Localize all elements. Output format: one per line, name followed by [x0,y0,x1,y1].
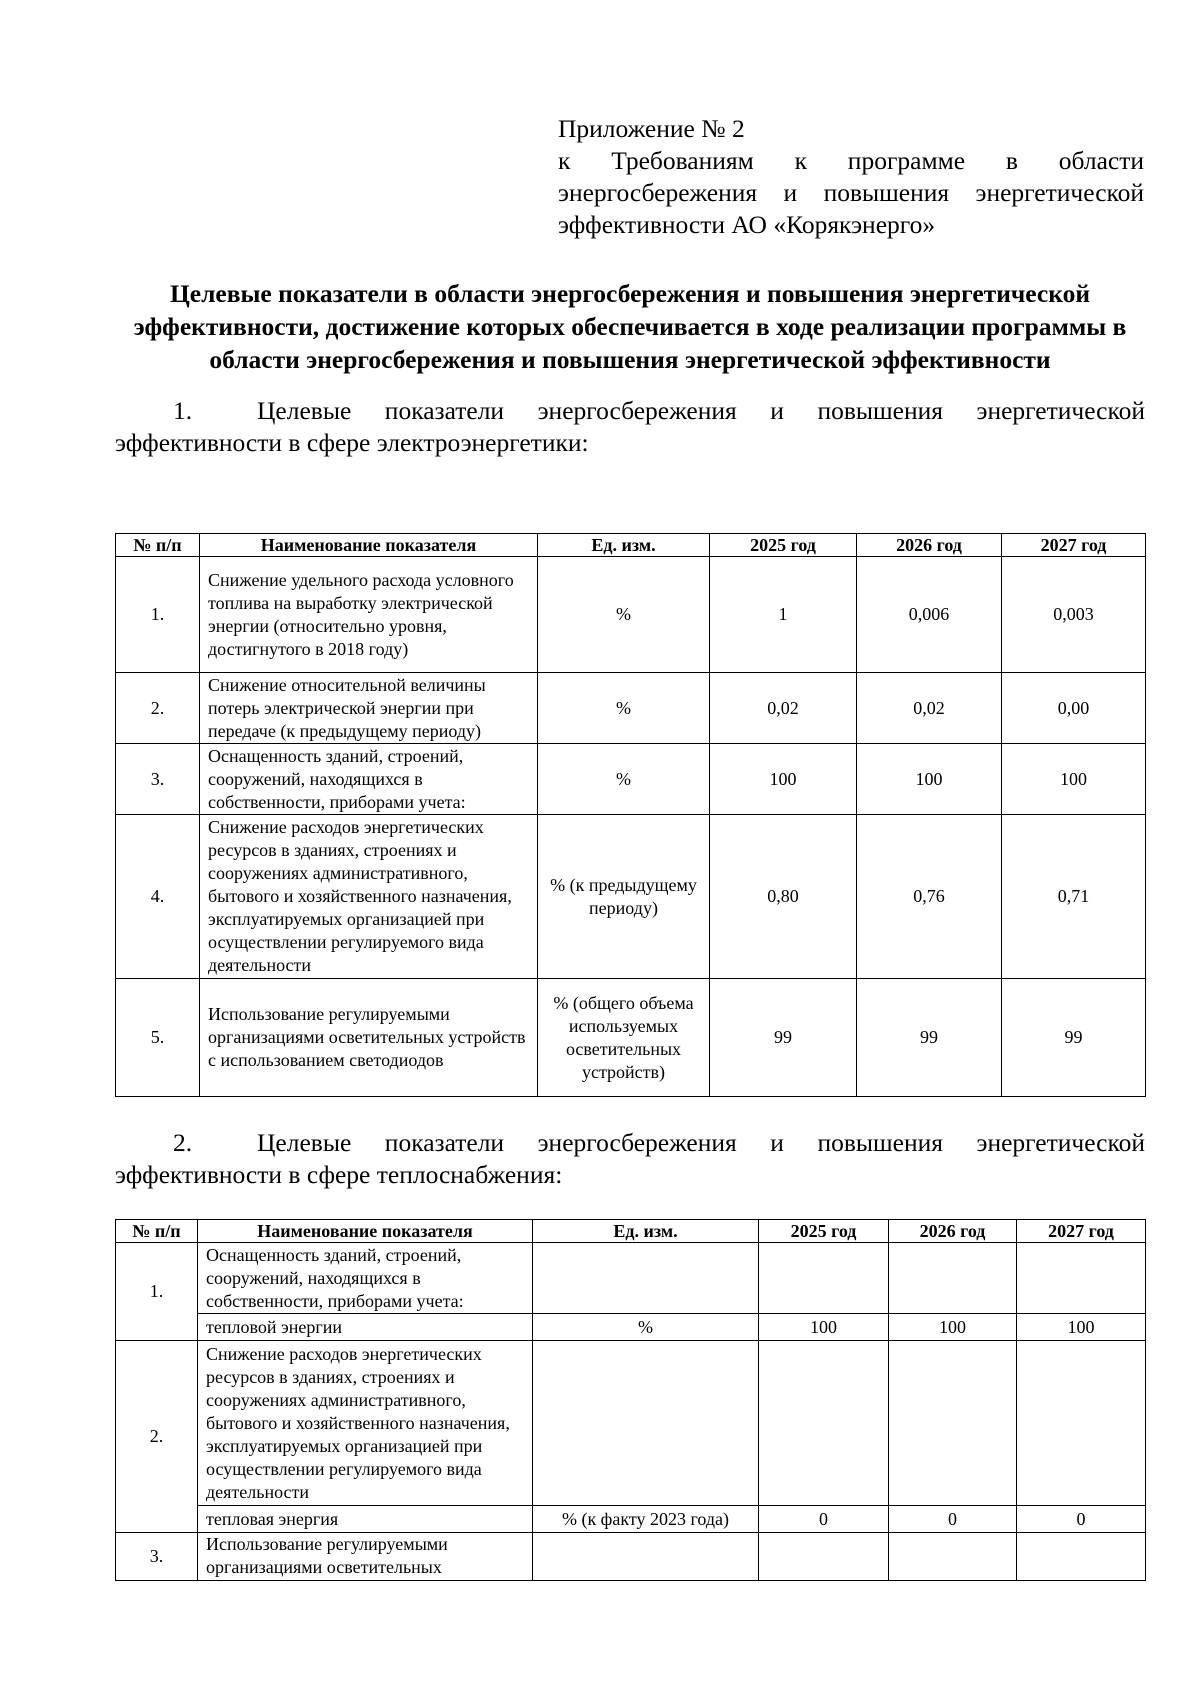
value-2026: 100 [857,744,1002,815]
unit-cell: % (к факту 2023 года) [533,1506,759,1533]
header-2025: 2025 год [710,534,857,557]
document-title: Целевые показатели в области энергосбережения и повышения энергетической эффективности, достижение которых обеспечивается в ходе реализации программы в области энергосбережения и повышения энергетической эффективности [133,279,1127,374]
header-2026: 2026 год [857,534,1002,557]
header-number: № п/п [116,1220,198,1243]
value-2025-empty [759,1533,889,1581]
indicator-name: Оснащенность зданий, строений, сооружений, находящихся в собственности, приборами учета: [198,1243,533,1314]
unit-cell-empty [533,1243,759,1314]
value-2026: 0 [889,1506,1017,1533]
row-number: 4. [116,815,200,979]
table-row [116,1341,1146,1506]
value-2027: 99 [1002,979,1146,1097]
row-number: 2. [116,1341,198,1533]
section-1-number: 1. [173,396,193,425]
value-2026-empty [889,1341,1017,1506]
value-2027: 100 [1002,744,1146,815]
table-row [116,1243,1146,1314]
header-2027: 2027 год [1002,534,1146,557]
header-unit: Ед. изм. [538,534,710,557]
value-2025: 99 [710,979,857,1097]
table-row [116,1533,1146,1581]
header-number: № п/п [116,534,200,557]
table-row [116,815,1146,979]
unit-cell: % (к предыдущему периоду) [538,815,710,979]
value-2025-empty [759,1243,889,1314]
value-2026: 0,76 [857,815,1002,979]
electric-indicators-table [115,533,1146,1097]
row-number: 1. [116,1243,198,1341]
value-2026: 100 [889,1314,1017,1341]
row-number: 3. [116,1533,198,1581]
value-2026: 0,02 [857,673,1002,744]
header-2025: 2025 год [759,1220,889,1243]
appendix-reference: к Требованиям к программе в области энергосбережения и повышения энергетической эффективности АО «Корякэнерго» [558,146,1144,239]
value-2026-empty [889,1533,1017,1581]
value-2025: 100 [759,1314,889,1341]
row-number: 3. [116,744,200,815]
value-2025: 0 [759,1506,889,1533]
indicator-name: Использование регулируемыми организациями осветительных устройств с использованием светодиодов [200,979,538,1097]
value-2025-empty [759,1341,889,1506]
unit-cell-empty [533,1533,759,1581]
table-row [116,673,1146,744]
header-name: Наименование показателя [198,1220,533,1243]
heat-indicators-table [115,1219,1146,1581]
indicator-name: Снижение расходов энергетических ресурсов в зданиях, строениях и сооружениях административного, бытового и хозяйственного назначения, эксплуатируемых организацией при осуществлении регулируемого вида деятельности [200,815,538,979]
table-row [116,744,1146,815]
value-2027: 0,003 [1002,557,1146,673]
header-name: Наименование показателя [200,534,538,557]
header-unit: Ед. изм. [533,1220,759,1243]
section-1-text: Целевые показатели энергосбережения и повышения энергетической эффективности в сфере электроэнергетики: [115,396,1145,457]
indicator-name: Снижение удельного расхода условного топлива на выработку электрической энергии (относительно уровня, достигнутого в 2018 году) [200,557,538,673]
unit-cell: % [538,673,710,744]
value-2026: 0,006 [857,557,1002,673]
value-2027: 100 [1017,1314,1146,1341]
unit-cell: % [538,557,710,673]
sub-indicator-name: тепловой энергии [198,1314,533,1341]
table-header-row [116,1220,1146,1243]
section-2-heading [115,1127,1145,1191]
section-1-heading [115,395,1145,459]
appendix-block [558,113,1144,241]
value-2025: 0,80 [710,815,857,979]
unit-cell: % [533,1314,759,1341]
table-subrow [116,1506,1146,1533]
unit-cell: % (общего объема используемых осветительных устройств) [538,979,710,1097]
table-header-row [116,534,1146,557]
indicator-name: Оснащенность зданий, строений, сооружений, находящихся в собственности, приборами учета: [200,744,538,815]
appendix-title: Приложение № 2 [558,114,745,143]
value-2027: 0,71 [1002,815,1146,979]
value-2025: 1 [710,557,857,673]
value-2025: 0,02 [710,673,857,744]
value-2025: 100 [710,744,857,815]
header-2026: 2026 год [889,1220,1017,1243]
value-2026: 99 [857,979,1002,1097]
row-number: 1. [116,557,200,673]
header-2027: 2027 год [1017,1220,1146,1243]
value-2027-empty [1017,1533,1146,1581]
row-number: 2. [116,673,200,744]
row-number: 5. [116,979,200,1097]
indicator-name: Использование регулируемыми организациями осветительных [198,1533,533,1581]
unit-cell-empty [533,1341,759,1506]
value-2027: 0,00 [1002,673,1146,744]
table-subrow [116,1314,1146,1341]
indicator-name: Снижение относительной величины потерь электрической энергии при передаче (к предыдущему периоду) [200,673,538,744]
table-row [116,979,1146,1097]
indicator-name: Снижение расходов энергетических ресурсов в зданиях, строениях и сооружениях административного, бытового и хозяйственного назначения, эксплуатируемых организацией при осуществлении регулируемого вида деятельности [198,1341,533,1506]
unit-cell: % [538,744,710,815]
section-2-text: Целевые показатели энергосбережения и повышения энергетической эффективности в сфере теплоснабжения: [115,1128,1145,1189]
sub-indicator-name: тепловая энергия [198,1506,533,1533]
value-2027-empty [1017,1243,1146,1314]
value-2027: 0 [1017,1506,1146,1533]
table-row [116,557,1146,673]
value-2027-empty [1017,1341,1146,1506]
section-2-number: 2. [173,1128,193,1157]
value-2026-empty [889,1243,1017,1314]
